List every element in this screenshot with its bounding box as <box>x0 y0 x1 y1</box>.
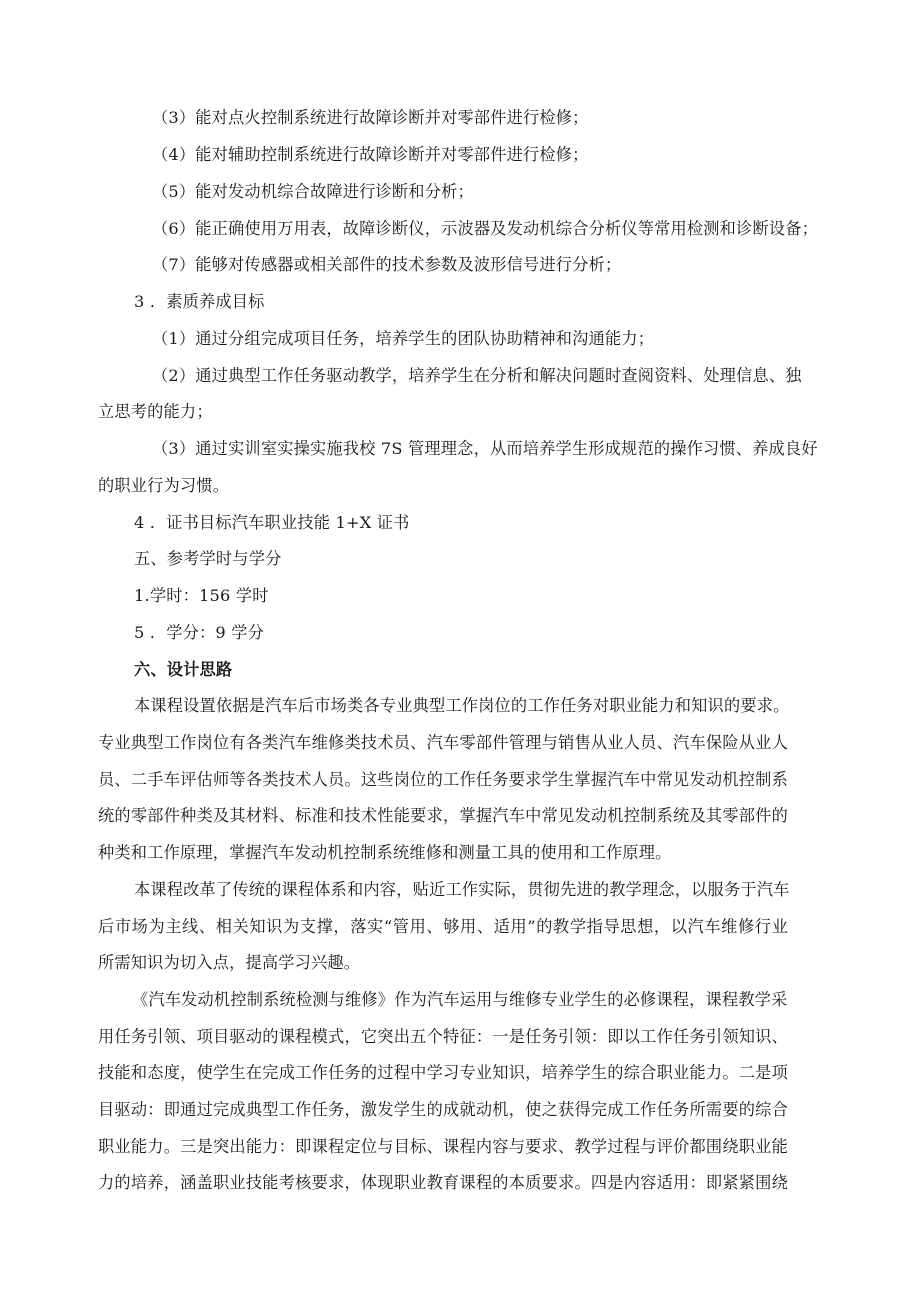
quality-item-2-line-2: 立思考的能力； <box>98 402 213 421</box>
quality-item-3-line-2: 的职业行为习惯。 <box>98 476 230 495</box>
quality-item-2-line-1: （2）通过典型工作任务驱动教学，培养学生在分析和解决问题时查阅资料、处理信息、独 <box>152 366 802 385</box>
skill-item-3: （3）能对点火控制系统进行故障诊断并对零部件进行检修； <box>152 108 589 127</box>
hours-line: 1.学时：156 学时 <box>134 586 269 605</box>
quality-goals-heading: 3 ．素质养成目标 <box>134 292 265 311</box>
quality-item-1: （1）通过分组完成项目任务，培养学生的团队协助精神和沟通能力； <box>152 329 655 348</box>
paragraph-3-line-6: 力的培养，涵盖职业技能考核要求，体现职业教育课程的本质要求。四是内容适用：即紧紧围绕 <box>98 1173 788 1192</box>
paragraph-2-line-2: 后市场为主线、相关知识为支撑，落实“管用、够用、适用”的教学指导思想，以汽车维修行业 <box>98 917 788 936</box>
paragraph-2-line-3: 所需知识为切入点，提高学习兴趣。 <box>98 953 361 972</box>
skill-item-6: （6）能正确使用万用表，故障诊断仪，示波器及发动机综合分析仪等常用检测和诊断设备； <box>152 219 818 238</box>
quality-item-3-line-1: （3）通过实训室实操实施我校 7S 管理理念，从而培养学生形成规范的操作习惯、养成良好 <box>152 439 818 458</box>
skill-item-4: （4）能对辅助控制系统进行故障诊断并对零部件进行检修； <box>152 145 589 164</box>
paragraph-3-line-4: 目驱动：即通过完成典型工作任务，激发学生的成就动机，使之获得完成工作任务所需要的综合 <box>98 1100 788 1119</box>
paragraph-1-line-1: 本课程设置依据是汽车后市场类各专业典型工作岗位的工作任务对职业能力和知识的要求。 <box>134 696 790 715</box>
section-5-heading: 五、参考学时与学分 <box>134 549 282 568</box>
paragraph-3-line-2: 用任务引领、项目驱动的课程模式，它突出五个特征：一是任务引领：即以工作任务引领知识、 <box>98 1027 788 1046</box>
paragraph-1-line-5: 种类和工作原理，掌握汽车发动机控制系统维修和测量工具的使用和工作原理。 <box>98 843 672 862</box>
paragraph-1-line-4: 统的零部件种类及其材料、标准和技术性能要求，掌握汽车中常见发动机控制系统及其零部件的 <box>98 806 788 825</box>
paragraph-2-line-1: 本课程改革了传统的课程体系和内容，贴近工作实际，贯彻先进的教学理念，以服务于汽车 <box>134 880 790 899</box>
certificate-heading: 4 ．证书目标汽车职业技能 1+X 证书 <box>134 513 410 532</box>
paragraph-3-line-5: 职业能力。三是突出能力：即课程定位与目标、课程内容与要求、教学过程与评价都围绕职业能 <box>98 1137 788 1156</box>
paragraph-1-line-3: 员、二手车评估师等各类技术人员。这些岗位的工作任务要求学生掌握汽车中常见发动机控制系 <box>98 770 788 789</box>
skill-item-5: （5）能对发动机综合故障进行诊断和分析； <box>152 182 474 201</box>
paragraph-1-line-2: 专业典型工作岗位有各类汽车维修类技术员、汽车零部件管理与销售从业人员、汽车保险从业人 <box>98 733 788 752</box>
paragraph-3-line-1: 《汽车发动机控制系统检测与维修》作为汽车运用与维修专业学生的必修课程，课程教学采 <box>132 990 788 1009</box>
credits-line: 5 ．学分：9 学分 <box>134 623 265 642</box>
skill-item-7: （7）能够对传感器或相关部件的技术参数及波形信号进行分析； <box>152 255 622 274</box>
section-6-heading: 六、设计思路 <box>134 660 233 679</box>
paragraph-3-line-3: 技能和态度，使学生在完成工作任务的过程中学习专业知识，培养学生的综合职业能力。二是项 <box>98 1063 788 1082</box>
